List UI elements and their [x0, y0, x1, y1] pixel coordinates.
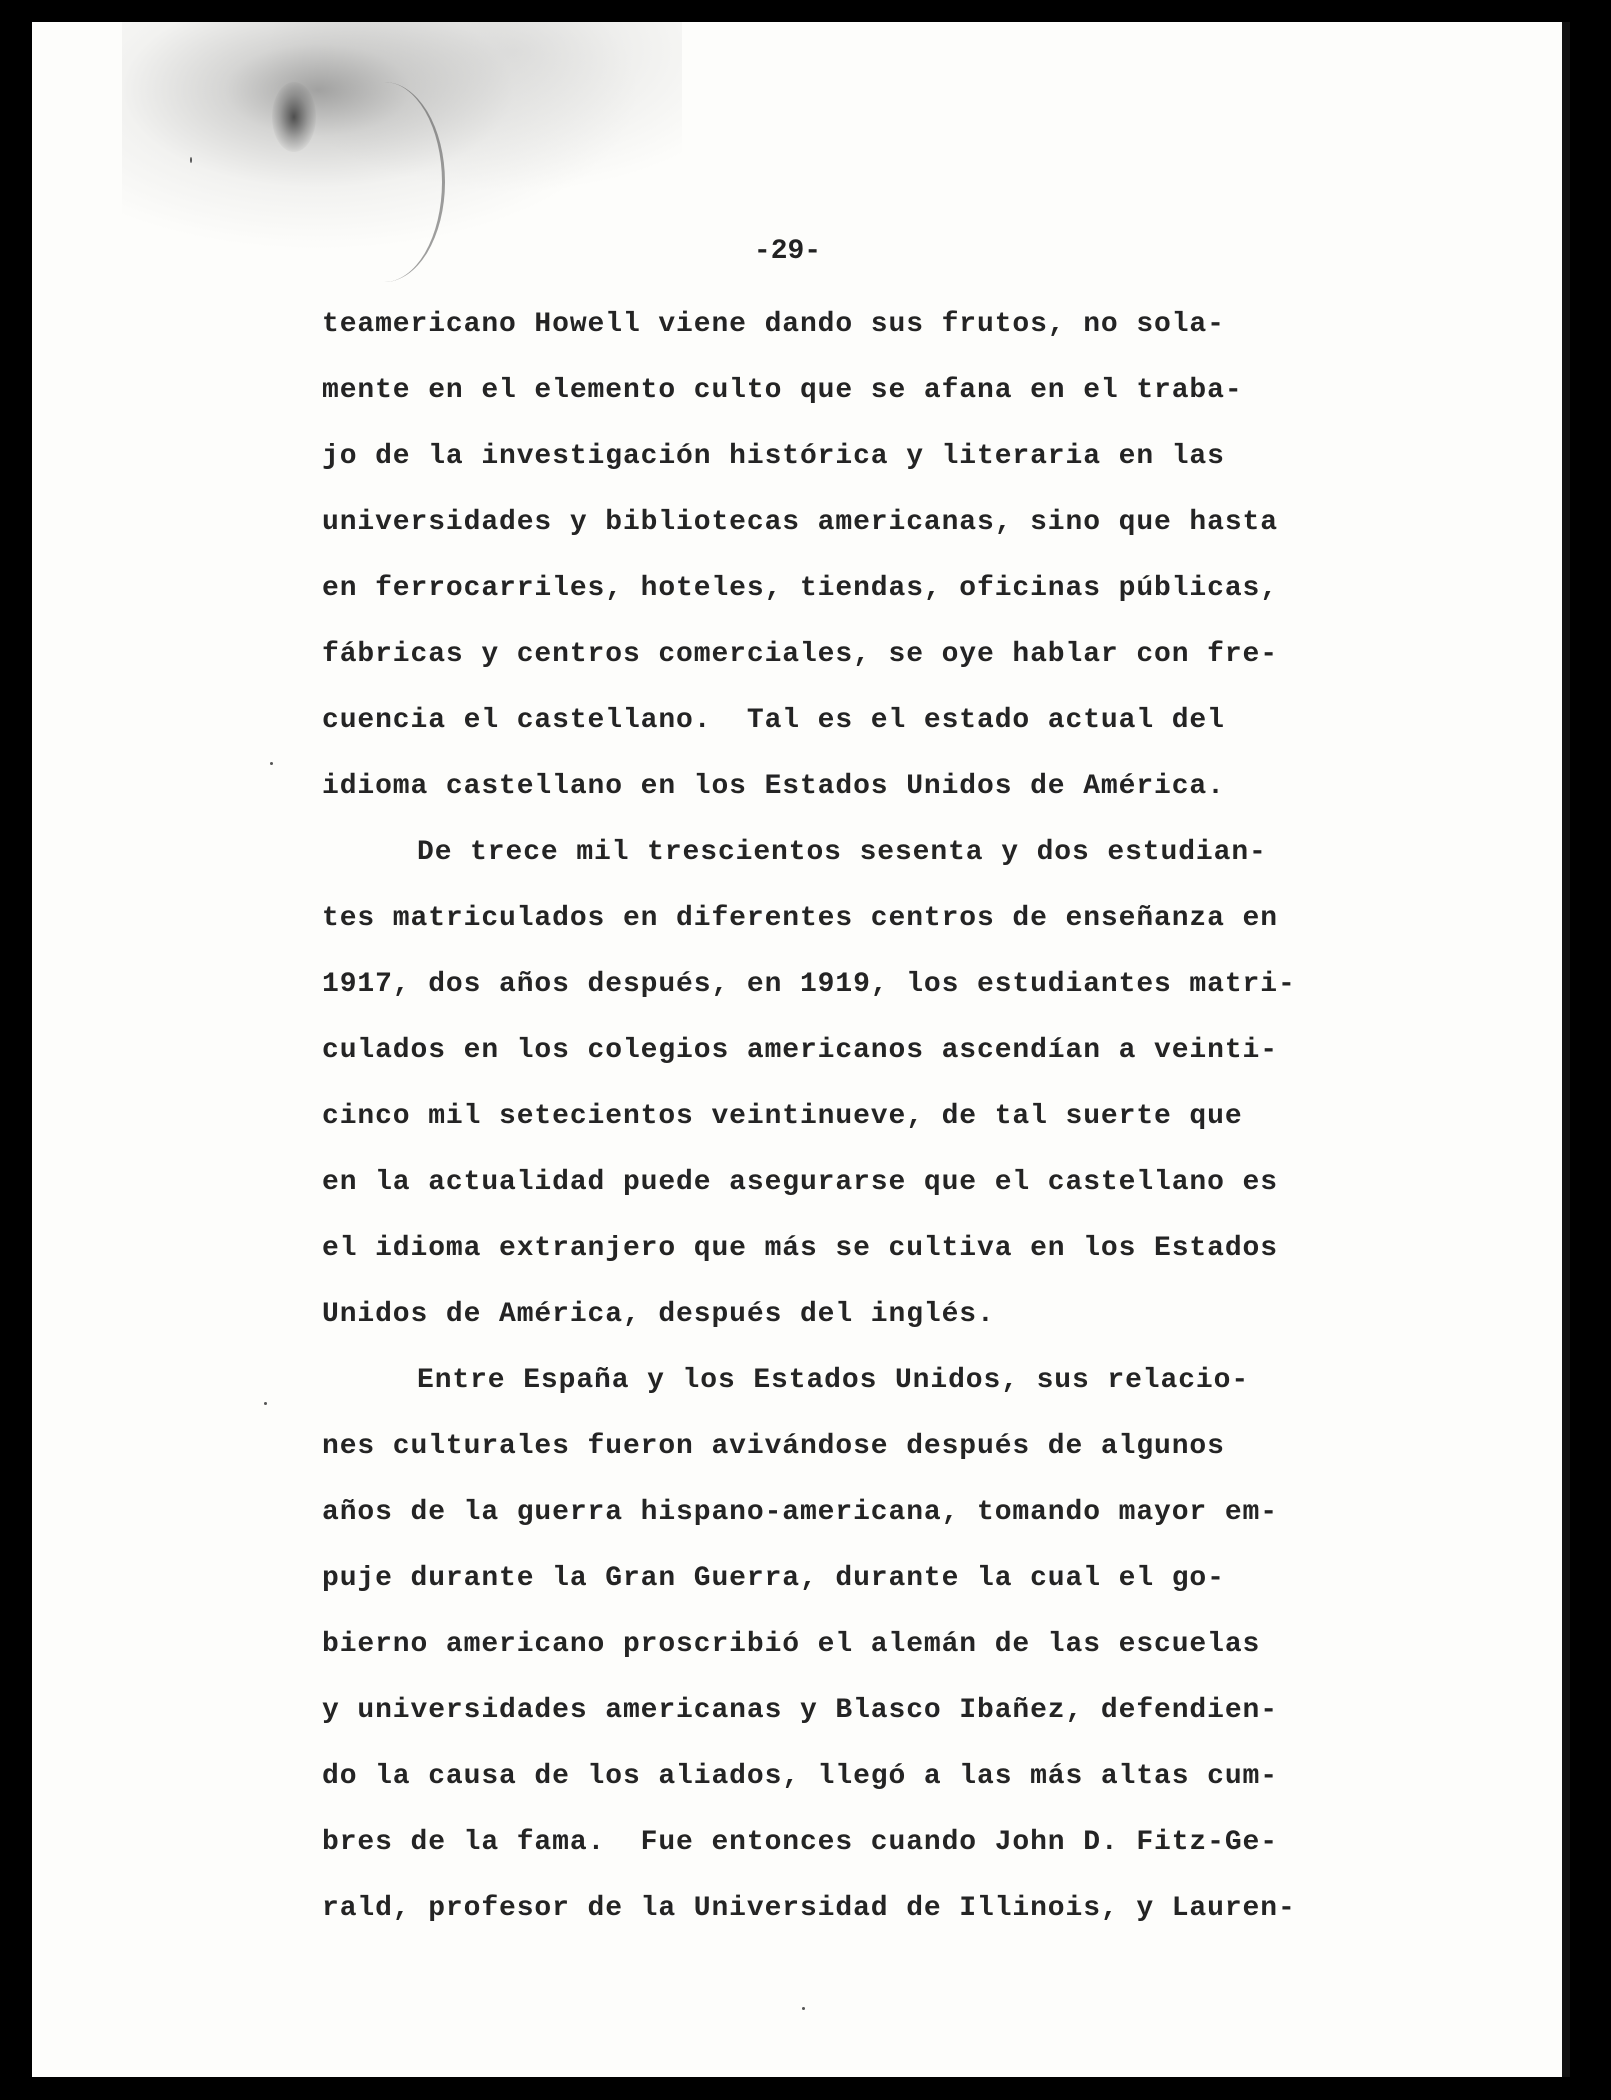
body-text — [322, 292, 1442, 1942]
text-line: puje durante la Gran Guerra, durante la cual el go- — [322, 1563, 1225, 1594]
text-line: mente en el elemento culto que se afana en el traba- — [322, 375, 1243, 406]
scan-speck — [802, 2007, 805, 2010]
text-line: cuencia el castellano. Tal es el estado actual del — [322, 705, 1225, 736]
text-line: años de la guerra hispano-americana, tomando mayor em- — [322, 1497, 1278, 1528]
text-line: do la causa de los aliados, llegó a las más altas cum- — [322, 1761, 1278, 1792]
text-line: tes matriculados en diferentes centros de enseñanza en — [322, 903, 1278, 934]
scan-speck — [264, 1402, 267, 1405]
scan-edge — [1562, 22, 1570, 2077]
text-line: nes culturales fueron avivándose después de algunos — [322, 1431, 1225, 1462]
document-page — [32, 22, 1570, 2077]
text-line: universidades y bibliotecas americanas, sino que hasta — [322, 507, 1278, 538]
text-line: Unidos de América, después del inglés. — [322, 1299, 995, 1330]
text-line: cinco mil setecientos veintinueve, de tal suerte que — [322, 1101, 1243, 1132]
smudge-spot — [272, 82, 316, 152]
text-line: en ferrocarriles, hoteles, tiendas, oficinas públicas, — [322, 573, 1278, 604]
scan-speck — [190, 157, 192, 163]
text-line: y universidades americanas y Blasco Ibañez, defendien- — [322, 1695, 1278, 1726]
scan-smudge — [122, 22, 682, 272]
text-line: bres de la fama. Fue entonces cuando John D. Fitz-Ge- — [322, 1827, 1278, 1858]
page-number: -29- — [753, 236, 822, 267]
text-line: jo de la investigación histórica y literaria en las — [322, 441, 1225, 472]
scan-speck — [270, 762, 273, 765]
text-line: culados en los colegios americanos ascendían a veinti- — [322, 1035, 1278, 1066]
text-line: De trece mil trescientos sesenta y dos estudian- — [417, 837, 1267, 868]
text-line: Entre España y los Estados Unidos, sus relacio- — [417, 1365, 1250, 1396]
text-line: teamericano Howell viene dando sus frutos, no sola- — [322, 309, 1225, 340]
text-line: idioma castellano en los Estados Unidos de América. — [322, 771, 1225, 802]
text-line: rald, profesor de la Universidad de Illinois, y Lauren- — [322, 1893, 1296, 1924]
text-line: bierno americano proscribió el alemán de las escuelas — [322, 1629, 1261, 1660]
text-line: en la actualidad puede asegurarse que el castellano es — [322, 1167, 1278, 1198]
text-line: el idioma extranjero que más se cultiva en los Estados — [322, 1233, 1278, 1264]
text-line: 1917, dos años después, en 1919, los estudiantes matri- — [322, 969, 1296, 1000]
text-line: fábricas y centros comerciales, se oye hablar con fre- — [322, 639, 1278, 670]
